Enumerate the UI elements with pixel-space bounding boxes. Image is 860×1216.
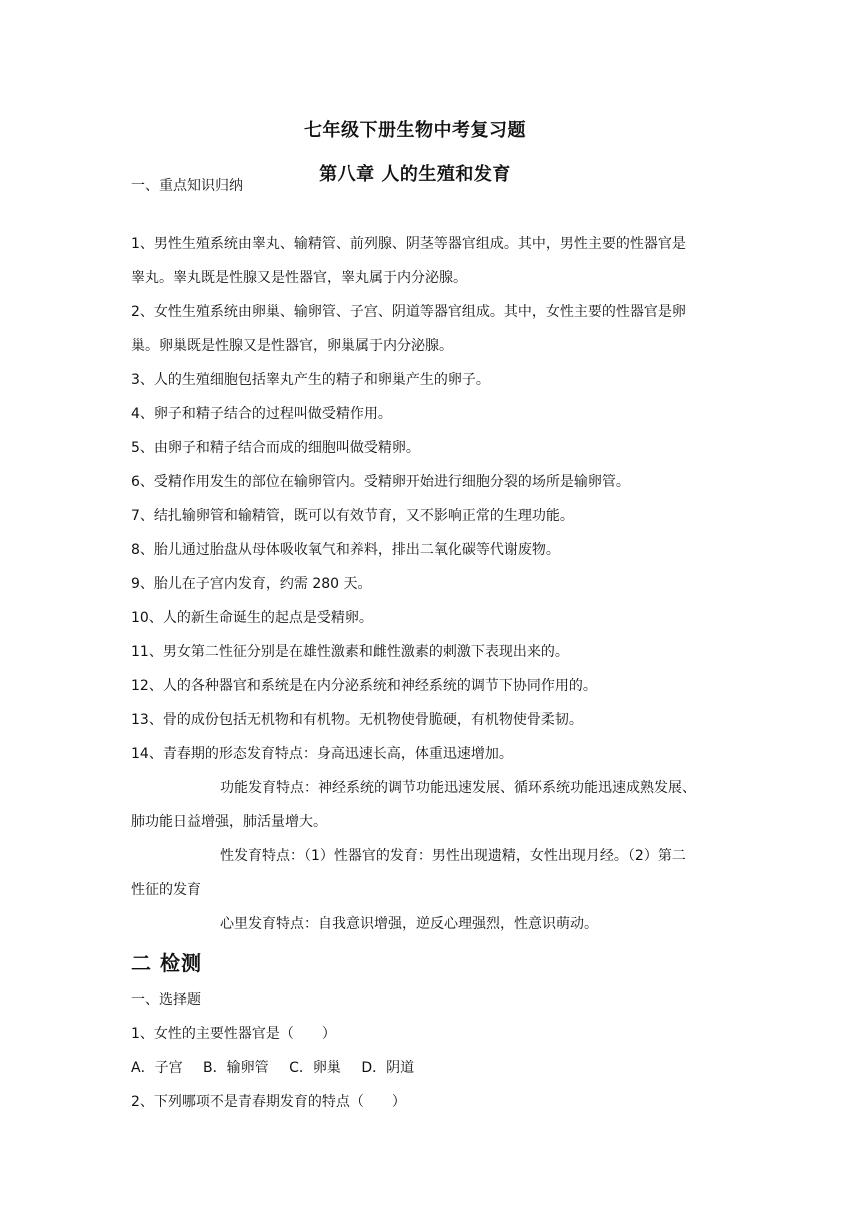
knowledge-point-line: 2、女性生殖系统由卵巢、输卵管、子宫、阴道等器官组成。其中，女性主要的性器官是卵 (131, 304, 686, 320)
knowledge-point-line: 10、人的新生命诞生的起点是受精卵。 (131, 610, 373, 626)
knowledge-point-line: 7、结扎输卵管和输精管，既可以有效节育，又不影响正常的生理功能。 (131, 508, 574, 524)
question-type-heading: 一、选择题 (131, 992, 201, 1008)
knowledge-point-line: 12、人的各种器官和系统是在内分泌系统和神经系统的调节下协同作用的。 (131, 678, 597, 694)
answer-option: D．阴道 (361, 1060, 415, 1076)
knowledge-point-line: 8、胎儿通过胎盘从母体吸收氧气和养料，排出二氧化碳等代谢废物。 (131, 542, 560, 558)
knowledge-point-line: 5、由卵子和精子结合而成的细胞叫做受精卵。 (131, 440, 420, 456)
question-text: 1、女性的主要性器官是（ ） (131, 1026, 336, 1042)
knowledge-point-line: 巢。卵巢既是性腺又是性器官，卵巢属于内分泌腺。 (131, 338, 453, 354)
answer-option: A．子宫 (131, 1060, 183, 1076)
knowledge-point-line: 11、男女第二性征分别是在雄性激素和雌性激素的刺激下表现出来的。 (131, 644, 569, 660)
section-heading: 一、重点知识归纳 (131, 178, 243, 194)
sexual-development-line: 性发育特点：（1）性器官的发育：男性出现遗精，女性出现月经。（2）第二 (220, 848, 686, 864)
answer-options (131, 1058, 731, 1078)
functional-development-line: 肺功能日益增强，肺活量增大。 (131, 814, 327, 830)
chapter-title: 第八章 人的生殖和发育 (319, 164, 511, 185)
document-title: 七年级下册生物中考复习题 (304, 120, 526, 141)
sexual-development-line: 性征的发育 (131, 882, 201, 898)
knowledge-point-line: 3、人的生殖细胞包括睾丸产生的精子和卵巢产生的卵子。 (131, 372, 490, 388)
question-text: 2、下列哪项不是青春期发育的特点（ ） (131, 1094, 406, 1110)
answer-option: B．输卵管 (203, 1060, 269, 1076)
section-heading: 二 检测 (131, 951, 202, 975)
knowledge-point-line: 9、胎儿在子宫内发育，约需 280 天。 (131, 576, 372, 592)
knowledge-point-line: 1、男性生殖系统由睾丸、输精管、前列腺、阴茎等器官组成。其中，男性主要的性器官是 (131, 236, 686, 252)
knowledge-point-line: 13、骨的成份包括无机物和有机物。无机物使骨脆硬，有机物使骨柔韧。 (131, 712, 583, 728)
psychological-development-line: 心里发育特点：自我意识增强，逆反心理强烈，性意识萌动。 (220, 916, 598, 932)
knowledge-point-line: 4、卵子和精子结合的过程叫做受精作用。 (131, 406, 392, 422)
knowledge-point-line: 6、受精作用发生的部位在输卵管内。受精卵开始进行细胞分裂的场所是输卵管。 (131, 474, 630, 490)
answer-option: C．卵巢 (289, 1060, 341, 1076)
knowledge-point-line: 睾丸。睾丸既是性腺又是性器官，睾丸属于内分泌腺。 (131, 270, 467, 286)
functional-development-line: 功能发育特点：神经系统的调节功能迅速发展、循环系统功能迅速成熟发展、 (220, 780, 696, 796)
knowledge-point-line: 14、青春期的形态发育特点：身高迅速长高，体重迅速增加。 (131, 746, 513, 762)
